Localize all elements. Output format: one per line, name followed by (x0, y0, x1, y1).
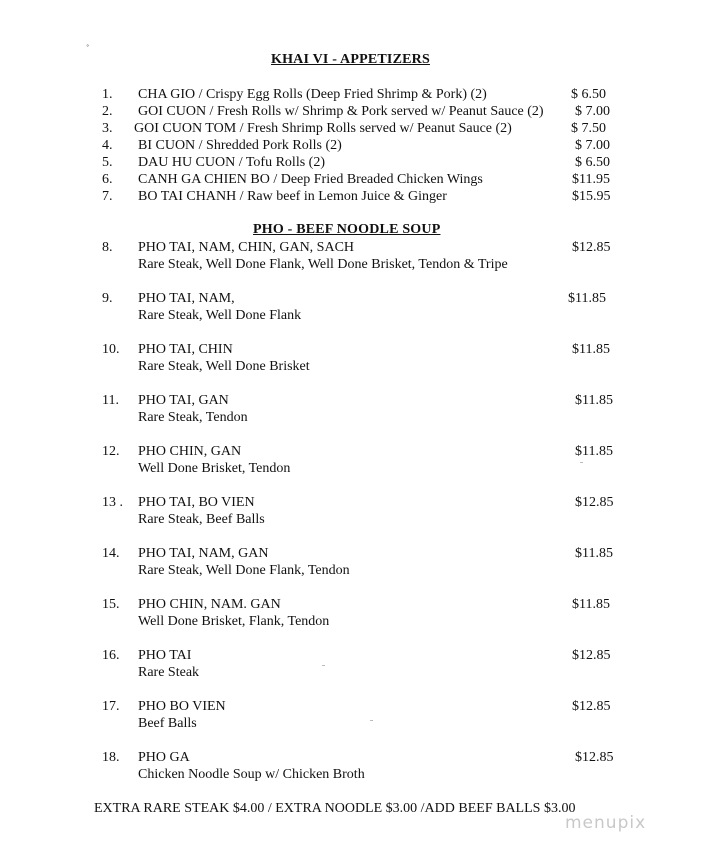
item-number: 7. (102, 189, 113, 204)
item-number: 4. (102, 138, 113, 153)
item-price: $ 7.00 (575, 104, 610, 119)
item-description: Chicken Noodle Soup w/ Chicken Broth (138, 767, 365, 782)
item-number: 15. (102, 597, 120, 612)
scan-speck (580, 462, 583, 463)
item-price: $11.85 (572, 597, 610, 612)
item-description: Rare Steak, Well Done Brisket (138, 359, 310, 374)
item-price: $11.85 (575, 393, 613, 408)
item-name: PHO CHIN, GAN (138, 444, 242, 459)
item-price: $12.85 (575, 495, 614, 510)
item-price: $ 7.50 (571, 121, 606, 136)
scan-speck (322, 665, 325, 666)
item-number: 11. (102, 393, 119, 408)
item-name: PHO TAI (138, 648, 192, 663)
extras-note: EXTRA RARE STEAK $4.00 / EXTRA NOODLE $3.00 /ADD BEEF BALLS $3.00 (94, 801, 576, 816)
item-name: PHO TAI, NAM, CHIN, GAN, SACH (138, 240, 355, 255)
item-price: $12.85 (572, 699, 611, 714)
item-description: Well Done Brisket, Flank, Tendon (138, 614, 330, 629)
item-price: $15.95 (572, 189, 611, 204)
item-price: $11.85 (568, 291, 606, 306)
item-number: 14. (102, 546, 120, 561)
item-description: Rare Steak, Beef Balls (138, 512, 265, 527)
scan-speck (370, 720, 373, 721)
item-number: 3. (102, 121, 113, 136)
item-description: Well Done Brisket, Tendon (138, 461, 291, 476)
appetizers-heading: KHAI VI - APPETIZERS (271, 52, 430, 67)
item-name: DAU HU CUON / Tofu Rolls (2) (138, 155, 325, 170)
item-number: 13 . (102, 495, 123, 510)
item-name: GOI CUON / Fresh Rolls w/ Shrimp & Pork served w/ Peanut Sauce (2) (138, 104, 544, 119)
item-number: 1. (102, 87, 113, 102)
item-price: $ 7.00 (575, 138, 610, 153)
item-number: 9. (102, 291, 113, 306)
item-number: 8. (102, 240, 113, 255)
item-name: PHO TAI, NAM, (138, 291, 235, 306)
item-description: Rare Steak, Tendon (138, 410, 248, 425)
pho-heading: PHO - BEEF NOODLE SOUP (253, 222, 441, 237)
item-name: GOI CUON TOM / Fresh Shrimp Rolls served w/ Peanut Sauce (2) (134, 121, 512, 136)
item-description: Rare Steak, Well Done Flank, Tendon (138, 563, 350, 578)
item-price: $11.85 (575, 444, 613, 459)
item-name: PHO TAI, NAM, GAN (138, 546, 269, 561)
item-description: Beef Balls (138, 716, 197, 731)
item-name: BO TAI CHANH / Raw beef in Lemon Juice & Ginger (138, 189, 447, 204)
item-number: 16. (102, 648, 120, 663)
item-price: $11.85 (572, 342, 610, 357)
item-price: $ 6.50 (571, 87, 606, 102)
item-number: 10. (102, 342, 120, 357)
item-price: $12.85 (575, 750, 614, 765)
item-number: 5. (102, 155, 113, 170)
item-number: 17. (102, 699, 120, 714)
item-description: Rare Steak, Well Done Flank (138, 308, 302, 323)
item-name: CANH GA CHIEN BO / Deep Fried Breaded Chicken Wings (138, 172, 483, 187)
item-description: Rare Steak, Well Done Flank, Well Done Brisket, Tendon & Tripe (138, 257, 508, 272)
item-price: $11.85 (575, 546, 613, 561)
item-name: PHO TAI, BO VIEN (138, 495, 255, 510)
item-number: 12. (102, 444, 120, 459)
item-price: $12.85 (572, 240, 611, 255)
item-name: PHO GA (138, 750, 190, 765)
item-name: PHO TAI, GAN (138, 393, 229, 408)
item-name: CHA GIO / Crispy Egg Rolls (Deep Fried Shrimp & Pork) (2) (138, 87, 487, 102)
item-price: $ 6.50 (575, 155, 610, 170)
item-description: Rare Steak (138, 665, 200, 680)
item-name: PHO CHIN, NAM. GAN (138, 597, 281, 612)
item-name: BI CUON / Shredded Pork Rolls (2) (138, 138, 342, 153)
item-price: $12.85 (572, 648, 611, 663)
item-name: PHO BO VIEN (138, 699, 226, 714)
item-price: $11.95 (572, 172, 610, 187)
scan-mark: ˚ (86, 44, 90, 55)
item-name: PHO TAI, CHIN (138, 342, 233, 357)
item-number: 18. (102, 750, 120, 765)
item-number: 6. (102, 172, 113, 187)
watermark-logo: menupix (565, 813, 647, 833)
item-number: 2. (102, 104, 113, 119)
